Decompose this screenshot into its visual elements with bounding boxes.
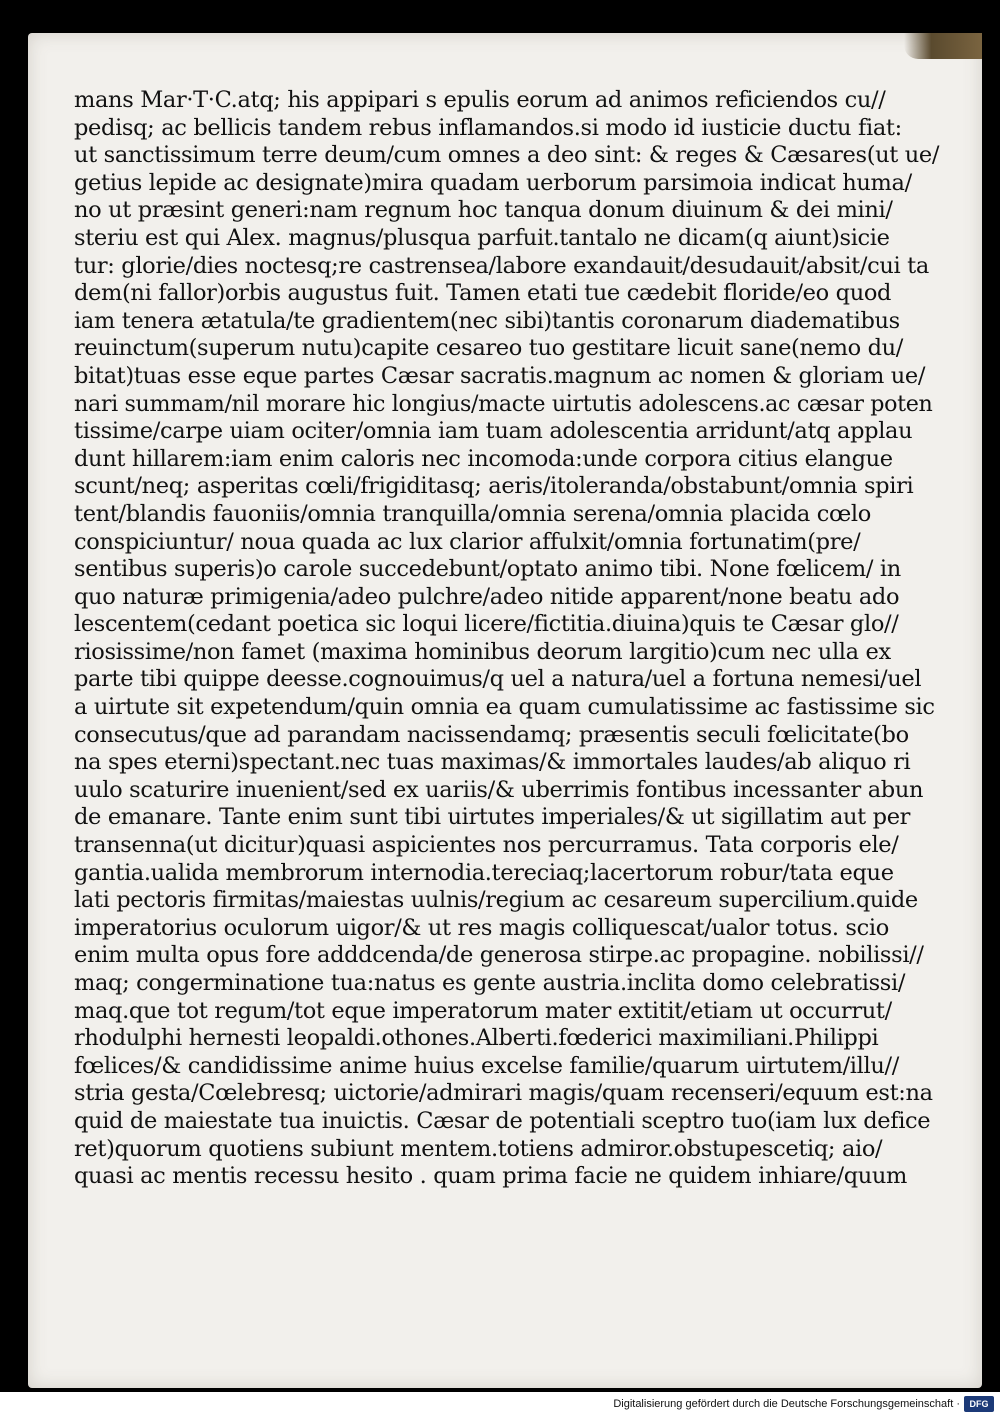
text-line: dunt hillarem:iam enim caloris nec incomoda:unde corpora citius elangue <box>74 445 893 472</box>
text-line: na spes eterni)spectant.nec tuas maximas/& immortales laudes/ab aliquo ri <box>74 749 911 776</box>
text-line: a uirtute sit expetendum/quin omnia ea quam cumulatissime ac fastissime sic <box>74 694 935 721</box>
text-line: de emanare. Tante enim sunt tibi uirtutes imperiales/& ut sigillatim aut per <box>74 804 911 831</box>
text-line: ut sanctissimum terre deum/cum omnes a deo sint: & reges & Cæsares(ut ue/ <box>74 142 940 169</box>
text-line: getius lepide ac designate)mira quadam uerborum parsimoia indicat huma/ <box>74 169 912 196</box>
text-line: fœlices/& candidissime anime huius excelse familie/quarum uirtutem/illu// <box>74 1052 899 1079</box>
text-line: tissime/carpe uiam ociter/omnia iam tuam adolescentia arridunt/atq applau <box>74 418 913 445</box>
text-line: ret)quorum quotiens subiunt mentem.totiens admiror.obstupescetiq; aio/ <box>74 1135 883 1162</box>
text-line: imperatorius oculorum uigor/& ut res magis colliquescat/ualor totus. scio <box>74 914 889 941</box>
page-text <box>74 87 942 1191</box>
text-line: steriu est qui Alex. magnus/plusqua parfuit.tantalo ne dicam(q aiunt)sicie <box>74 224 890 251</box>
text-line: lescentem(cedant poetica sic loqui licere/fictitia.diuina)quis te Cæsar glo// <box>74 611 899 638</box>
text-line: bitat)tuas esse eque partes Cæsar sacratis.magnum ac nomen & gloriam ue/ <box>74 362 926 389</box>
text-line: stria gesta/Cœlebresq; uictorie/admirari magis/quam recenseri/equum est:na <box>74 1080 933 1107</box>
footer-bar <box>0 1392 1000 1418</box>
text-line: rhodulphi hernesti leopaldi.othones.Alberti.fœderici maximiliani.Philippi <box>74 1025 879 1052</box>
book-page <box>28 33 982 1388</box>
text-line: transenna(ut dicitur)quasi aspicientes nos percurramus. Tata corporis ele/ <box>74 832 899 859</box>
text-line: quid de maiestate tua inuictis. Cæsar de potentiali sceptro tuo(iam lux defice <box>74 1107 931 1134</box>
text-line: maq.que tot regum/tot eque imperatorum mater extitit/etiam ut occurrut/ <box>74 997 892 1024</box>
text-line: conspiciuntur/ noua quada ac lux clarior affulxit/omnia fortunatim(pre/ <box>74 528 861 555</box>
text-line: reuinctum(superum nutu)capite cesareo tuo gestitare licuit sane(nemo du/ <box>74 335 903 362</box>
dfg-logo: DFG <box>964 1396 994 1412</box>
text-line: gantia.ualida membrorum internodia.tereciaq;lacertorum robur/tata eque <box>74 859 894 886</box>
text-line: quo naturæ primigenia/adeo pulchre/adeo nitide apparent/none beatu ado <box>74 583 900 610</box>
text-line: quasi ac mentis recessu hesito . quam prima facie ne quidem inhiare/quum <box>74 1163 908 1190</box>
funding-credit: Digitalisierung gefördert durch die Deutsche Forschungsgemeinschaft · <box>613 1398 960 1410</box>
text-line: scunt/neq; asperitas cœli/frigiditasq; aeris/itoleranda/obstabunt/omnia spiri <box>74 473 914 500</box>
text-line: uulo scaturire inuenient/sed ex uariis/& uberrimis fontibus incessanter abun <box>74 776 924 803</box>
text-line: parte tibi quippe deesse.cognouimus/q uel a natura/uel a fortuna nemesi/uel <box>74 666 922 693</box>
text-line: consecutus/que ad parandam nacissendamq; præsentis seculi fœlicitate(bo <box>74 721 909 748</box>
text-line: tur: glorie/dies noctesq;re castrensea/labore exandauit/desudauit/absit/cui ta <box>74 252 929 279</box>
binding-edge <box>904 33 982 59</box>
text-line: dem(ni fallor)orbis augustus fuit. Tamen etati tue cædebit floride/eo quod <box>74 280 892 307</box>
text-line: riosissime/non famet (maxima hominibus deorum largitio)cum nec ulla ex <box>74 638 891 665</box>
text-line: sentibus superis)o carole succedebunt/optato animo tibi. None fœlicem/ in <box>74 556 901 583</box>
text-line: tent/blandis fauoniis/omnia tranquilla/omnia serena/omnia placida cœlo <box>74 500 871 527</box>
text-line: no ut præsint generi:nam regnum hoc tanqua donum diuinum & dei mini/ <box>74 197 893 224</box>
text-line: iam tenera ætatula/te gradientem(nec sibi)tantis coronarum diadematibus <box>74 307 900 334</box>
text-line: pedisq; ac bellicis tandem rebus inflamandos.si modo id iusticie ductu fiat: <box>74 114 902 141</box>
text-line: maq; congerminatione tua:natus es gente austria.inclita domo celebratissi/ <box>74 970 906 996</box>
text-line: enim multa opus fore adddcenda/de generosa stirpe.ac propagine. nobilissi// <box>74 942 924 969</box>
text-line: lati pectoris firmitas/maiestas uulnis/regium ac cesareum supercilium.quide <box>74 887 918 914</box>
text-line: nari summam/nil morare hic longius/macte uirtutis adolescens.ac cæsar poten <box>74 390 933 417</box>
text-line: mans Mar·T·C.atq; his appipari s epulis eorum ad animos reficiendos cu// <box>74 87 886 113</box>
